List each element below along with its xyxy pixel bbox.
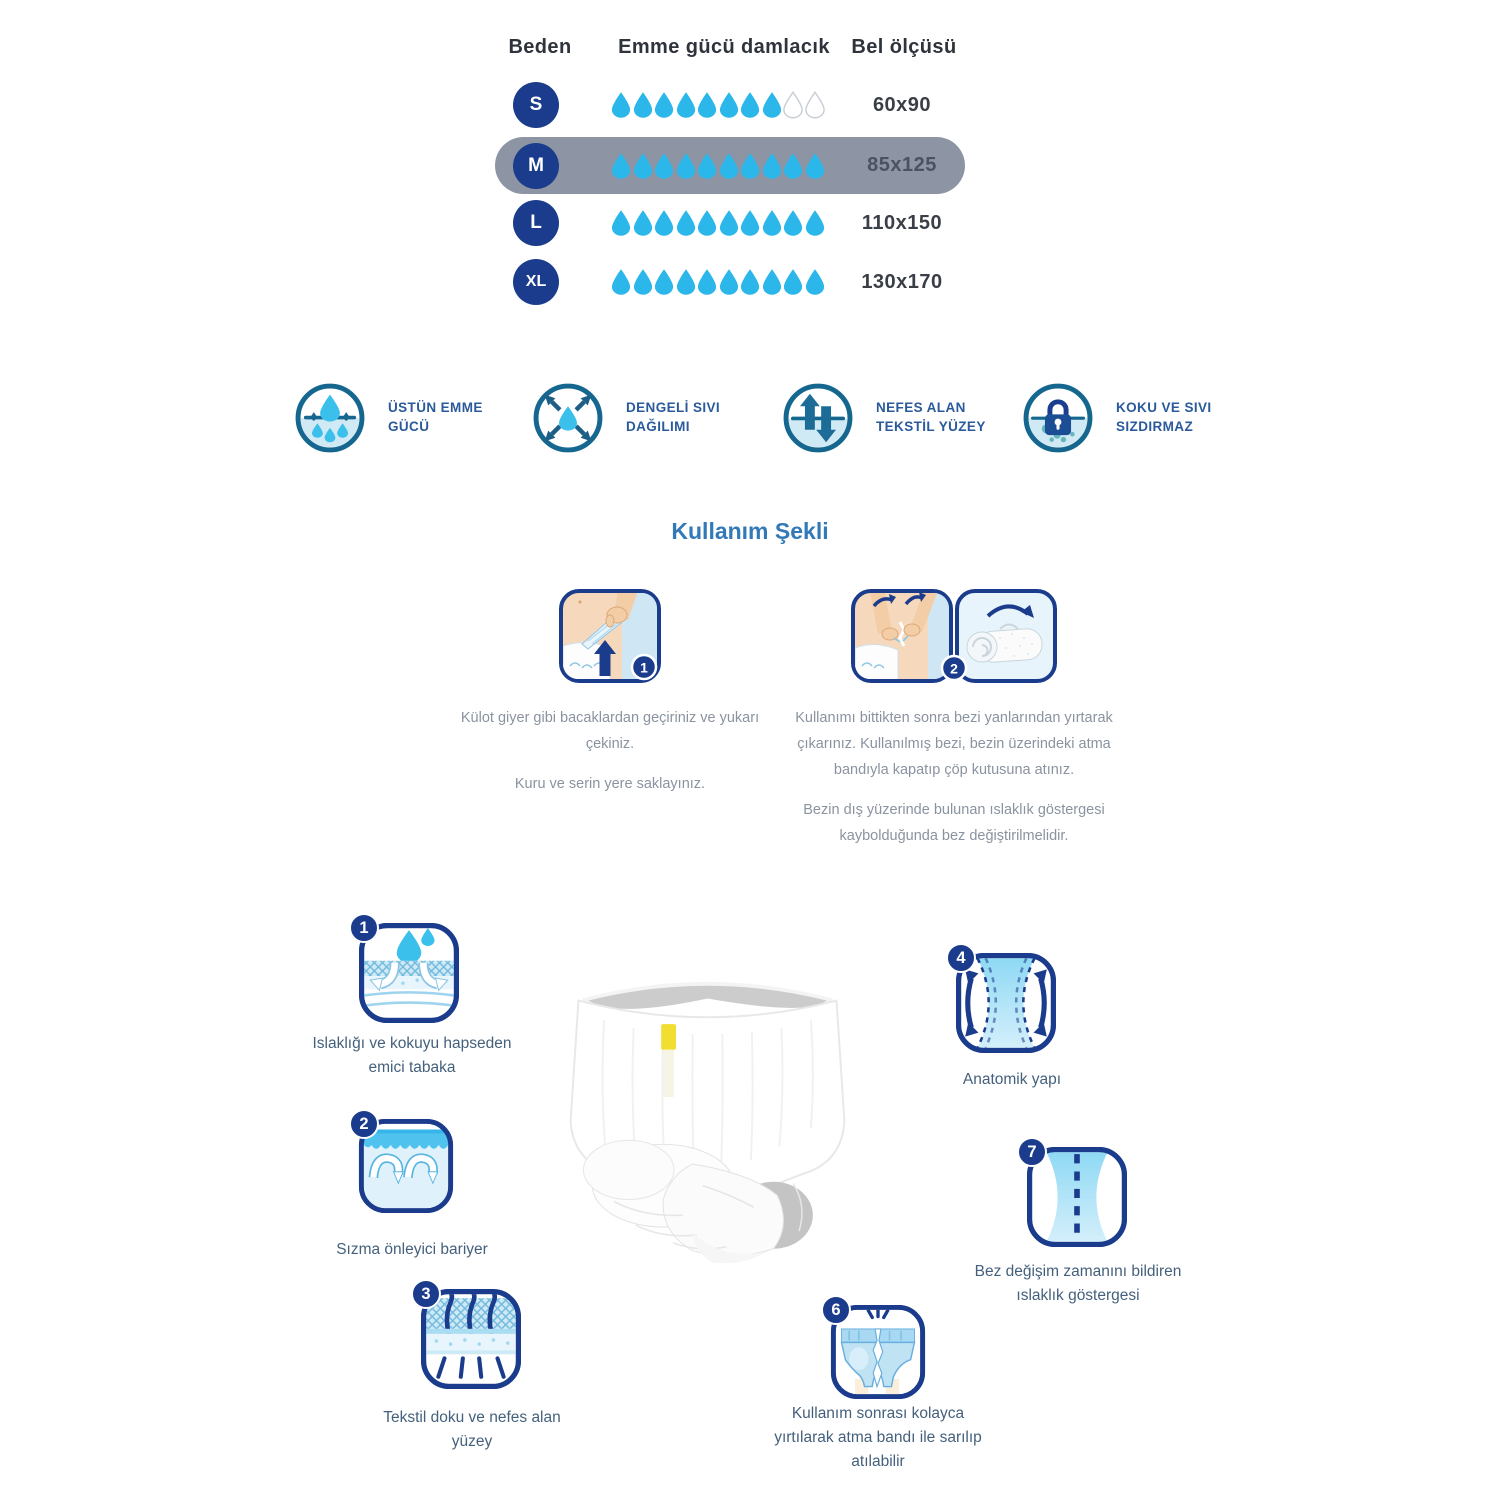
droplet-icon — [676, 268, 696, 296]
droplet-icon — [762, 152, 782, 180]
step1-illustration-icon — [558, 588, 662, 684]
usage-step-1 — [448, 588, 772, 811]
droplet-icon — [805, 91, 825, 119]
droplet-icon — [783, 152, 803, 180]
step-number: 1 — [640, 659, 648, 676]
size-chart — [495, 36, 965, 320]
size-badge: L — [513, 200, 559, 246]
droplet-icon — [783, 268, 803, 296]
droplet-icon — [611, 268, 631, 296]
diagram-feature-3-label: Tekstil doku ve nefes alan yüzey — [383, 1409, 561, 1451]
feature-leakproof — [1022, 382, 1244, 454]
lock-icon — [1022, 382, 1094, 454]
size-badge: S — [513, 82, 559, 128]
usage-step-2 — [788, 588, 1120, 863]
size-row-s — [495, 81, 965, 129]
feature-label: DENGELİ SIVI DAĞILIMI — [626, 400, 721, 434]
droplet-icon — [719, 268, 739, 296]
header-size: Beden — [508, 36, 572, 58]
feature-label: ÜSTÜN EMME GÜCÜ — [388, 400, 483, 434]
feature-label: KOKU VE SIVI SIZDIRMAZ — [1116, 400, 1212, 434]
usage-title: Kullanım Şekli — [671, 518, 829, 544]
size-row-xl — [495, 258, 965, 306]
step-text: Bezin dış yüzerinde bulunan ıslaklık göstergesi kaybolduğunda bez değiştirilmelidir. — [803, 802, 1105, 845]
step-text: Külot giyer gibi bacaklardan geçiriniz ve yukarı çekiniz. — [460, 710, 760, 753]
waist-value: 130x170 — [861, 270, 943, 293]
feature-number-badge: 2 — [349, 1109, 379, 1139]
droplet-icon — [676, 152, 696, 180]
step-text: Kuru ve serin yere saklayınız. — [514, 776, 706, 793]
droplet-icon — [654, 209, 674, 237]
diagram-feature-1 — [358, 918, 460, 1029]
droplet-icon — [676, 91, 696, 119]
feature-number-badge: 1 — [349, 913, 379, 943]
diagram-feature-3 — [420, 1284, 522, 1395]
step-text: Kullanımı bittikten sonra bezi yanlarından yırtarak çıkarınız. Kullanılmış bezi, bezin üzerindeki atma bandıyla kapatıp çöp kutusuna atınız. — [795, 710, 1113, 779]
droplet-icon — [740, 209, 760, 237]
droplet-icon — [719, 152, 739, 180]
absorption-droplets — [611, 209, 825, 237]
feature-breathable — [782, 382, 1004, 454]
droplet-icon — [783, 209, 803, 237]
droplet-icon — [611, 91, 631, 119]
breathable-icon — [782, 382, 854, 454]
droplet-icon — [697, 91, 717, 119]
droplet-icon — [697, 152, 717, 180]
header-absorption: Emme gücü damlacık — [618, 36, 830, 58]
waist-value: 110x150 — [861, 211, 943, 234]
droplet-icon — [697, 268, 717, 296]
absorption-droplets — [611, 268, 825, 296]
step-number: 2 — [950, 660, 958, 677]
droplet-icon — [805, 152, 825, 180]
droplet-icon — [805, 209, 825, 237]
droplet-icon — [719, 209, 739, 237]
droplet-icon — [654, 268, 674, 296]
droplet-icon — [633, 152, 653, 180]
diagram-feature-6 — [830, 1300, 926, 1405]
distribution-icon — [532, 382, 604, 454]
header-waist: Bel ölçüsü — [851, 36, 957, 58]
diagram-feature-6-label: Kullanım sonrası kolayca yırtılarak atma bandı ile sarılıp atılabilir — [774, 1405, 982, 1471]
droplet-icon — [697, 209, 717, 237]
size-badge: XL — [513, 259, 559, 305]
size-badge: M — [513, 143, 559, 189]
feature-absorption — [294, 382, 516, 454]
droplet-icon — [740, 152, 760, 180]
diagram-feature-2-label: Sızma önleyici bariyer — [336, 1241, 488, 1258]
size-row-m — [495, 137, 965, 194]
droplet-icon — [762, 268, 782, 296]
absorption-icon — [294, 382, 366, 454]
droplet-icon — [805, 268, 825, 296]
droplet-icon — [611, 209, 631, 237]
droplet-icon — [633, 209, 653, 237]
droplet-icon — [676, 209, 696, 237]
diagram-feature-7 — [1026, 1142, 1128, 1253]
waist-value: 85x125 — [867, 154, 937, 176]
droplet-icon — [740, 91, 760, 119]
droplet-icon — [740, 268, 760, 296]
feature-number-badge: 6 — [821, 1295, 851, 1325]
feature-number-badge: 4 — [946, 943, 976, 973]
absorption-droplets — [611, 91, 825, 119]
step2-illustration-icon — [850, 588, 1058, 684]
diagram-feature-4-label: Anatomik yapı — [962, 1071, 1062, 1088]
diagram-feature-2 — [358, 1114, 454, 1219]
feature-label: NEFES ALAN TEKSTİL YÜZEY — [876, 400, 986, 434]
droplet-icon — [633, 91, 653, 119]
droplet-icon — [654, 91, 674, 119]
size-row-l — [495, 199, 965, 247]
droplet-icon — [762, 209, 782, 237]
diagram-feature-7-label: Bez değişim zamanını bildiren ıslaklık göstergesi — [974, 1263, 1182, 1305]
feature-number-badge: 3 — [411, 1279, 441, 1309]
diagram-feature-4 — [955, 948, 1057, 1059]
diagram-feature-1-label: Islaklığı ve kokuyu hapseden emici tabaka — [312, 1035, 512, 1077]
absorption-droplets — [611, 152, 825, 180]
feature-distribution — [532, 382, 754, 454]
droplet-icon — [611, 152, 631, 180]
droplet-icon — [783, 91, 803, 119]
droplet-icon — [762, 91, 782, 119]
waist-value: 60x90 — [872, 93, 932, 116]
droplet-icon — [719, 91, 739, 119]
feature-number-badge: 7 — [1017, 1137, 1047, 1167]
droplet-icon — [654, 152, 674, 180]
product-image — [545, 935, 870, 1265]
droplet-icon — [633, 268, 653, 296]
